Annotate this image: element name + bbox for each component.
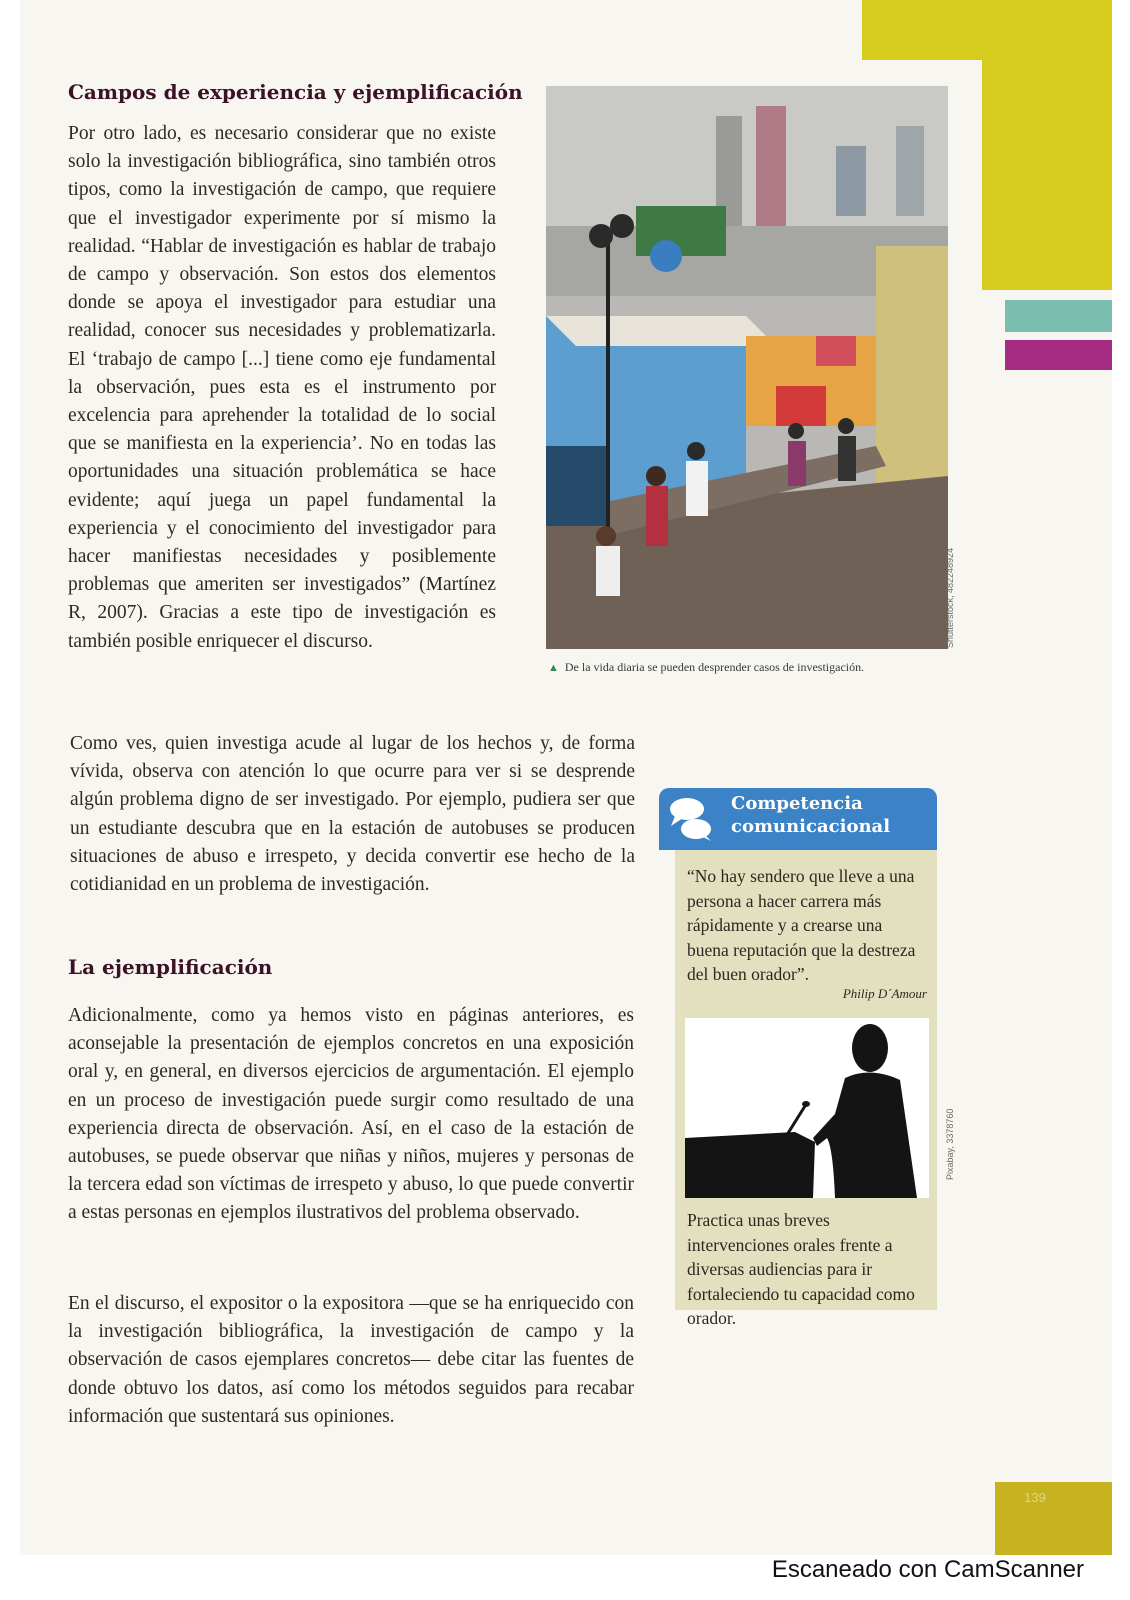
- paragraph-campos: Por otro lado, es necesario considerar que no existe solo la investigación bibliográfica, sino también otros tipos, como la investigación de campo, que requiere que el investigador experimente por sí mismo la realidad. “Hablar de investigación es hablar de trabajo de campo y observación. Son estos dos elementos donde se apoya el investigador para estudiar una realidad, conocer sus necesidades y problematizarla. El ‘trabajo de campo [...] tiene como eje fundamental la observación, pues esta es el instrumento por excelencia para aprehender la totalidad de lo social que se manifiesta en la experiencia’. No en todas las oportunidades una situación problemática se hace evidente; aquí juega un papel fundamental la experiencia y el conocimiento del investigador para hacer manifiestas necesidades y posiblemente problemas que ameriten ser investigados” (Martínez R, 2007). Gracias a este tipo de investigación es también posible enriquecer el discurso.: [68, 123, 496, 652]
- paragraph-adicionalmente: Adicionalmente, como ya hemos visto en páginas anteriores, es aconsejable la presentación de ejemplos concretos en una exposición oral y, en general, en diversos ejercicios de argumentación. El ejemplo en un proceso de investigación puede surgir como resultado de una experiencia directa de observación. Así, en el caso de la estación de autobuses, se puede observar que niñas y niños, mujeres y personas de la tercera edad son víctimas de irrespeto y abuso, lo que puede convertir a estas personas en ejemplos ilustrativos del problema observado.: [68, 1005, 634, 1224]
- section-heading-campos: Campos de experiencia y ejemplificación: [68, 80, 523, 104]
- sidebox-title-line1: Competencia: [731, 793, 863, 814]
- sidebox-header: [659, 788, 937, 850]
- decorative-teal-bar: [1005, 300, 1112, 332]
- competencia-comunicacional-box: [659, 788, 937, 1328]
- sidebox-title: [731, 792, 890, 838]
- section-heading-ejemplificacion: La ejemplificación: [68, 955, 273, 979]
- paragraph-como-ves: Como ves, quien investiga acude al lugar de los hechos y, de forma vívida, observa con atención lo que ocurre para ver si se desprende algún problema digno de ser investigado. Por ejemplo, pudiera ser que un estudiante descubra que en la estación de autobuses se producen situaciones de abuso e irrespeto, y decida convertir ese hecho de la cotidianidad en un problema de investigación.: [70, 733, 635, 896]
- caption-text: De la vida diaria se pueden desprender casos de investigación.: [564, 660, 865, 674]
- page-number: 139: [1024, 1490, 1046, 1505]
- speech-bubbles-icon: [667, 796, 715, 842]
- sidebox-body: [675, 850, 937, 1328]
- sidebox-photo-credit: Pixabay, 3378760: [945, 1108, 955, 1180]
- camscanner-watermark: Escaneado con CamScanner: [771, 1556, 1084, 1583]
- paragraph-en-el-discurso: En el discurso, el expositor o la expositora —que se ha enriquecido con la investigación bibliográfica, la investigación de campo y la observación de casos ejemplares concretos— debe citar las fuentes de donde obtuvo los datos, así como los métodos seguidos para recabar información que sustentará sus opiniones.: [68, 1293, 634, 1427]
- sidebox-quote: “No hay sendero que lleve a una persona a hacer carrera más rápidamente y a crearse una buena reputación que la destreza del buen orador”.: [687, 866, 916, 984]
- street-photo: [546, 86, 948, 649]
- caption-triangle-icon: ▲: [548, 662, 559, 674]
- decorative-magenta-bar: [1005, 340, 1112, 370]
- sidebox-title-line2: comunicacional: [731, 816, 891, 837]
- photo-credit: Shutterstock, 482248924: [945, 547, 955, 648]
- sidebox-quote-author: Philip D´Amour: [842, 986, 927, 1001]
- photo-caption: [548, 660, 864, 675]
- speaker-silhouette-image: [685, 1018, 929, 1198]
- sidebox-practice-text: Practica unas breves intervenciones orales frente a diversas audiencias para ir fortaleciendo tu capacidad como orador.: [687, 1210, 915, 1328]
